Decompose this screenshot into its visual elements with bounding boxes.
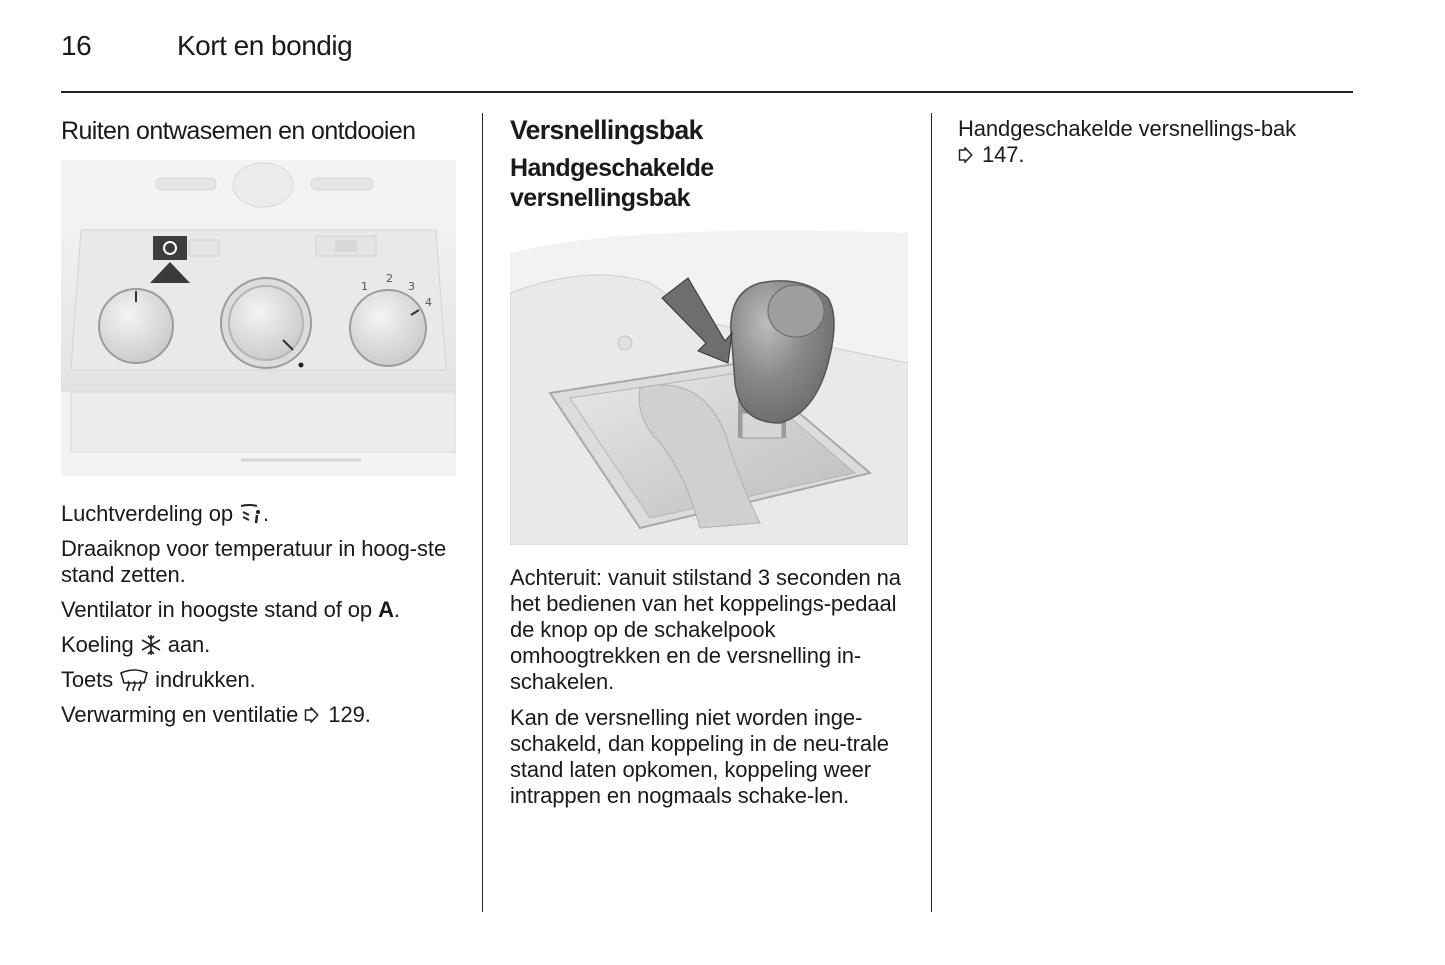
instruction-fan: Ventilator in hoogste stand of op A. [61, 597, 400, 622]
fan-speed-4: 4 [425, 296, 432, 309]
instruction-cooling: Koeling aan. [61, 632, 211, 657]
climate-control-figure [61, 160, 461, 476]
column-gearbox [510, 113, 910, 809]
page-title: Kort en bondig [177, 30, 353, 61]
column-reference [958, 113, 1353, 168]
gear-lever-figure [510, 223, 910, 545]
instruction-rear-window: Toets indrukken. [61, 667, 256, 692]
reference-arrow-icon [958, 147, 973, 163]
manual-gearbox-reference: Handgeschakelde versnellings-bak 147. [958, 116, 1297, 167]
gear-engage-instruction: Kan de versnelling niet worden inge-schakeld, dan koppeling in de neu-trale stand laten opkomen, koppeling weer intrappen en nogmaals schake-len. [510, 704, 889, 808]
column-divider [931, 113, 932, 912]
gear-lever-illustration [510, 223, 908, 545]
header-rule [61, 91, 1353, 93]
page-number: 16 [61, 30, 92, 61]
instruction-airflow: Luchtverdeling op . [61, 501, 270, 526]
reference-arrow-icon [304, 707, 319, 723]
windscreen-airflow-icon [239, 503, 263, 525]
subheading-manual-gearbox: Handgeschakelde versnellingsbak [510, 153, 714, 212]
instruction-heating-ref: Verwarming en ventilatie 129. [61, 702, 371, 727]
snowflake-icon [140, 634, 162, 656]
fan-speed-1: 1 [361, 280, 368, 293]
reverse-gear-instruction: Achteruit: vanuit stilstand 3 seconden na het bedienen van het koppelings-pedaal de knop op de schakelpook omhoogtrekken en de versnelling in-schakelen. [510, 564, 901, 694]
fan-speed-3: 3 [408, 280, 415, 293]
section-heading-defrost: Ruiten ontwasemen en ontdooien [61, 117, 416, 145]
column-defrost [61, 113, 461, 728]
column-divider [482, 113, 483, 912]
instruction-temperature: Draaiknop voor temperatuur in hoog-ste stand zetten. [61, 536, 447, 587]
rear-window-heater-icon [119, 669, 149, 691]
section-heading-gearbox: Versnellingsbak [510, 115, 703, 145]
climate-control-panel-illustration [61, 160, 456, 476]
fan-speed-2: 2 [386, 272, 393, 285]
